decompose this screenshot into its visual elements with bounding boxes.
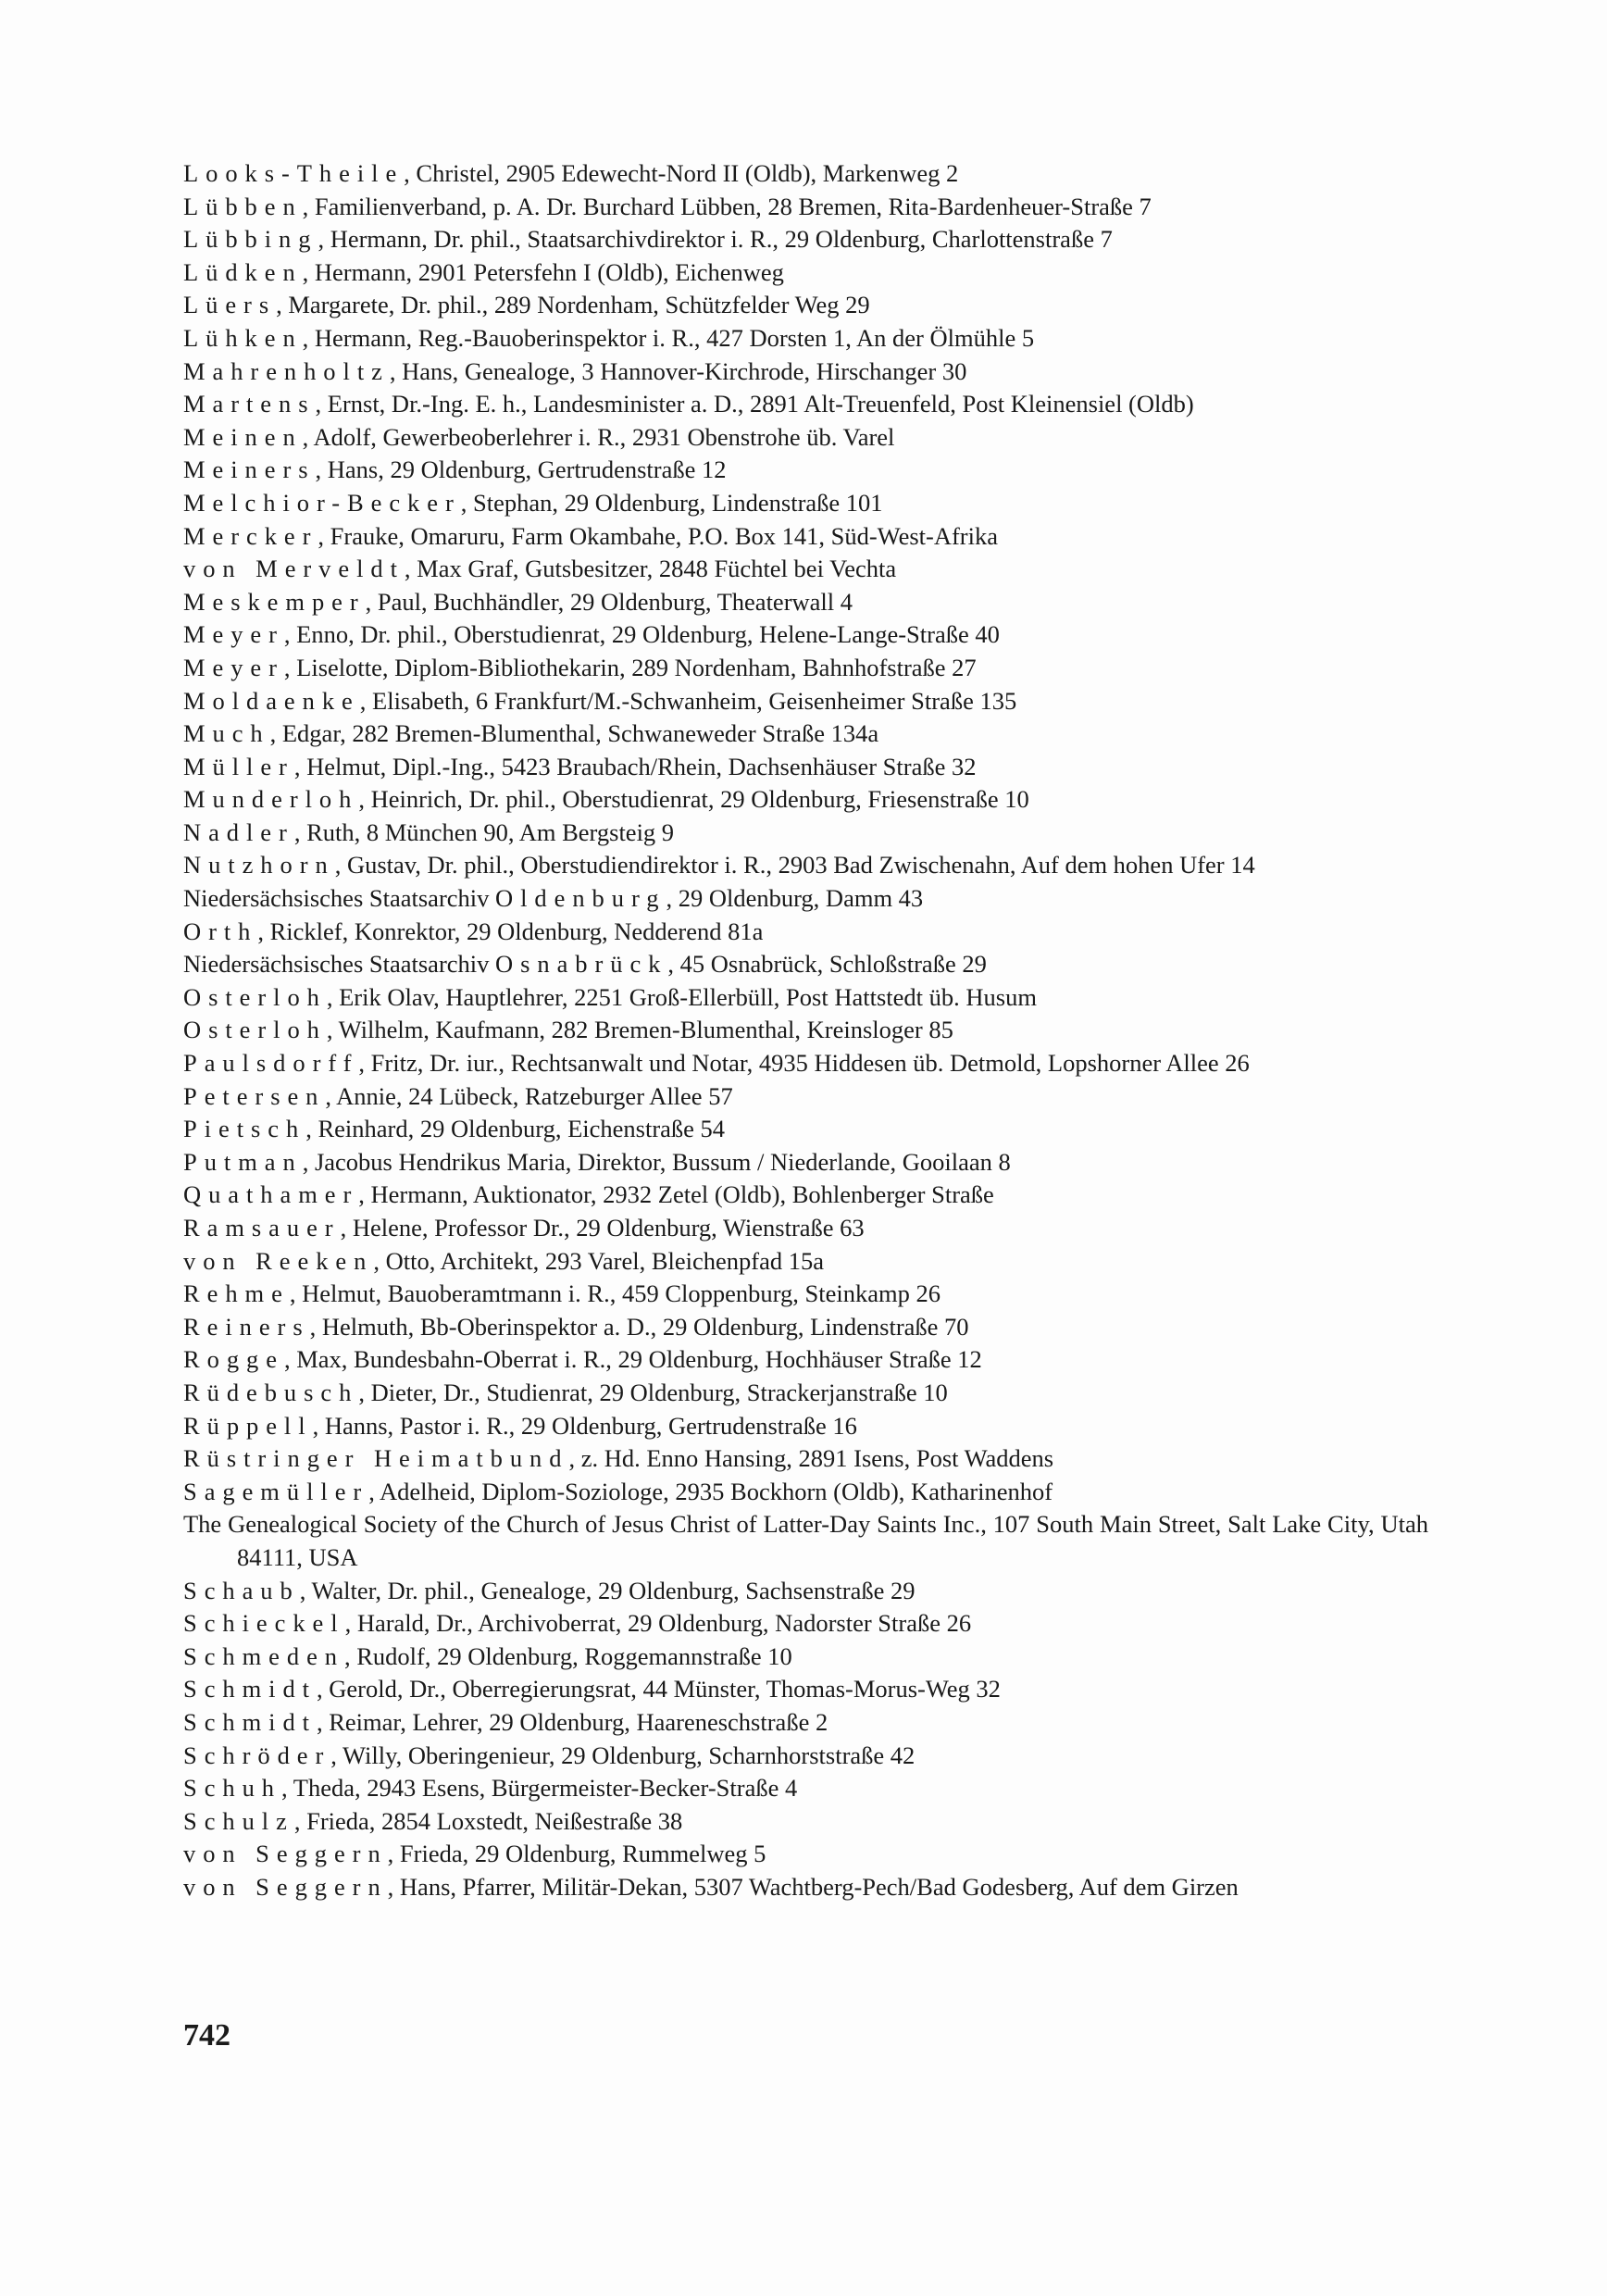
entry-name: Schmeden (183, 1641, 344, 1670)
entry-details: , Fritz, Dr. iur., Rechtsanwalt und Notar, 4935 Hiddesen üb. Detmold, Lopshorner Allee 26 (358, 1049, 1250, 1078)
list-item (183, 421, 1428, 455)
list-item (183, 1740, 1428, 1773)
entry-details: , Reinhard, 29 Oldenburg, Eichenstraße 54 (305, 1115, 726, 1143)
list-item (183, 1113, 1428, 1146)
entry-name: Much (183, 719, 270, 748)
entry-details: , Wilhelm, Kaufmann, 282 Bremen-Blumenthal, Kreinsloger 85 (326, 1016, 953, 1044)
entry-details: , Ernst, Dr.-Ing. E. h., Landesminister a. D., 2891 Alt-Treuenfeld, Post Kleinensiel (Oldb) (315, 390, 1194, 418)
entry-name: Lübben (183, 192, 303, 220)
list-item (183, 388, 1428, 421)
entry-name: Nutzhorn (183, 851, 335, 880)
entry-details: , 29 Oldenburg, Damm 43 (666, 884, 924, 913)
entry-details: , Hermann, Auktionator, 2932 Zetel (Oldb), Bohlenberger Straße (358, 1180, 994, 1209)
list-item (183, 256, 1428, 290)
entry-details: , Hanns, Pastor i. R., 29 Oldenburg, Gertrudenstraße 16 (312, 1411, 857, 1440)
entry-name: Nadler (183, 817, 294, 846)
list-item (183, 1508, 1428, 1574)
entry-name: von Merveldt (183, 555, 405, 583)
list-item (183, 1278, 1428, 1311)
entry-details: , Liselotte, Diplom-Bibliothekarin, 289 Nordenham, Bahnhofstraße 27 (283, 653, 977, 681)
list-item (183, 1706, 1428, 1740)
list-item (183, 1080, 1428, 1114)
entry-name: Meyer (183, 620, 284, 649)
entry-name: Quathamer (183, 1180, 359, 1209)
entry-name: Putman (183, 1147, 303, 1176)
entry-details: , Theda, 2943 Esens, Bürgermeister-Becker-Straße 4 (281, 1774, 798, 1803)
entry-details: , Hermann, Dr. phil., Staatsarchivdirektor i. R., 29 Oldenburg, Charlottenstraße 7 (318, 225, 1113, 254)
entry-details: , Hermann, 2901 Petersfehn I (Oldb), Eichenweg (302, 257, 784, 286)
entry-name: Petersen (183, 1081, 326, 1110)
entry-name: Schieckel (183, 1609, 345, 1638)
entry-name: Mercker (183, 521, 318, 550)
entry-details: , Willy, Oberingenieur, 29 Oldenburg, Scharnhorststraße 42 (330, 1741, 916, 1769)
list-item (183, 586, 1428, 619)
entry-prefix: Niedersächsisches Staatsarchiv (183, 950, 496, 979)
entry-details: , Harald, Dr., Archivoberrat, 29 Oldenburg, Nadorster Straße 26 (344, 1609, 972, 1638)
list-item (183, 618, 1428, 652)
entry-details: , Hans, Genealoge, 3 Hannover-Kirchrode, Hirschanger 30 (389, 356, 967, 385)
list-item (183, 356, 1428, 389)
entry-name: Meyer (183, 653, 284, 681)
entry-name: Lübbing (183, 225, 318, 254)
entry-details: , Ricklef, Konrektor, 29 Oldenburg, Nedderend 81a (257, 917, 764, 945)
entry-details: , Frauke, Omaruru, Farm Okambahe, P.O. Box 141, Süd-West-Afrika (318, 521, 998, 550)
list-item (183, 685, 1428, 718)
list-item (183, 1343, 1428, 1377)
entry-name: Meiners (183, 455, 316, 484)
entry-name: Lüdken (183, 257, 303, 286)
list-item (183, 1047, 1428, 1080)
list-item (183, 487, 1428, 520)
entry-name: Sagemüller (183, 1477, 369, 1505)
entry-details: , Annie, 24 Lübeck, Ratzeburger Allee 57 (325, 1081, 733, 1110)
list-item (183, 1179, 1428, 1212)
list-item (183, 1377, 1428, 1410)
entry-details: , Gustav, Dr. phil., Oberstudiendirektor i. R., 2903 Bad Zwischenahn, Auf dem hohen Ufer 14 (334, 851, 1255, 880)
entry-details: , Adelheid, Diplom-Soziologe, 2935 Bockhorn (Oldb), Katharinenhof (368, 1477, 1053, 1505)
page-number: 742 (183, 2018, 230, 2053)
entry-details: , Jacobus Hendrikus Maria, Direktor, Bussum / Niederlande, Gooilaan 8 (302, 1147, 1011, 1176)
entry-details: , 45 Osnabrück, Schloßstraße 29 (667, 950, 987, 979)
list-item (183, 1772, 1428, 1805)
list-item (183, 718, 1428, 751)
entry-details: , Christel, 2905 Edewecht-Nord II (Oldb), Markenweg 2 (404, 159, 959, 187)
entry-name: Rüstringer Heimatbund (183, 1444, 569, 1473)
list-item (183, 289, 1428, 322)
entry-details: , Max, Bundesbahn-Oberrat i. R., 29 Oldenburg, Hochhäuser Straße 12 (283, 1345, 982, 1374)
entry-details: , Margarete, Dr. phil., 289 Nordenham, Schützfelder Weg 29 (276, 291, 870, 319)
list-item (183, 1311, 1428, 1344)
list-item (183, 1575, 1428, 1608)
list-item (183, 1838, 1428, 1871)
entry-name: Pietsch (183, 1115, 306, 1143)
entry-name: von Seggern (183, 1840, 388, 1868)
entry-name: Meinen (183, 422, 303, 451)
list-item (183, 322, 1428, 356)
list-item (183, 223, 1428, 256)
entry-name: Schröder (183, 1741, 331, 1769)
entry-name: Schmidt (183, 1707, 317, 1736)
entry-name: von Reeken (183, 1246, 374, 1275)
entry-details: , Gerold, Dr., Oberregierungsrat, 44 Münster, Thomas-Morus-Weg 32 (317, 1675, 1001, 1703)
entry-details: , Helene, Professor Dr., 29 Oldenburg, Wienstraße 63 (340, 1214, 865, 1242)
entry-name: von Seggern (183, 1872, 388, 1901)
entry-details: , Frieda, 2854 Loxstedt, Neißestraße 38 (293, 1806, 683, 1835)
entry-details: , Elisabeth, 6 Frankfurt/M.-Schwanheim, Geisenheimer Straße 135 (359, 686, 1017, 715)
list-item (183, 1673, 1428, 1706)
list-item (183, 916, 1428, 949)
list-item (183, 1245, 1428, 1279)
entry-details: , Otto, Architekt, 293 Varel, Bleichenpfad 15a (373, 1246, 825, 1275)
entry-name: Osnabrück (495, 950, 668, 979)
entry-name: Schuh (183, 1774, 281, 1803)
entry-details: , Frieda, 29 Oldenburg, Rummelweg 5 (387, 1840, 766, 1868)
entry-name: Lüers (183, 291, 277, 319)
entry-details: , Max Graf, Gutsbesitzer, 2848 Füchtel bei Vechta (404, 555, 897, 583)
list-item (183, 981, 1428, 1015)
entry-name: Reiners (183, 1312, 310, 1341)
entry-details: , Dieter, Dr., Studienrat, 29 Oldenburg, Strackerjanstraße 10 (358, 1378, 948, 1406)
entry-name: Munderloh (183, 785, 359, 814)
entry-details: , z. Hd. Enno Hansing, 2891 Isens, Post Waddens (568, 1444, 1054, 1473)
entry-name: Martens (183, 390, 316, 418)
entry-name: Oldenburg (495, 884, 666, 913)
entry-details: , Erik Olav, Hauptlehrer, 2251 Groß-Ellerbüll, Post Hattstedt üb. Husum (326, 982, 1037, 1011)
entry-details: , Stephan, 29 Oldenburg, Lindenstraße 101 (460, 488, 883, 517)
list-item (183, 191, 1428, 224)
list-item (183, 553, 1428, 586)
list-item (183, 1476, 1428, 1509)
list-item (183, 1212, 1428, 1245)
list-item (183, 751, 1428, 784)
list-item (183, 849, 1428, 882)
list-item (183, 882, 1428, 916)
entry-details: , Enno, Dr. phil., Oberstudienrat, 29 Oldenburg, Helene-Lange-Straße 40 (283, 620, 1000, 649)
member-list (183, 157, 1428, 1903)
list-item (183, 1146, 1428, 1179)
entry-name: Looks-Theile (183, 159, 405, 187)
entry-details: , Rudolf, 29 Oldenburg, Roggemannstraße 10 (344, 1641, 792, 1670)
entry-name: Rüppell (183, 1411, 313, 1440)
entry-details: , Edgar, 282 Bremen-Blumenthal, Schwaneweder Straße 134a (269, 719, 879, 748)
entry-name: Schaub (183, 1576, 300, 1604)
list-item (183, 1410, 1428, 1443)
entry-details: , Familienverband, p. A. Dr. Burchard Lübben, 28 Bremen, Rita-Bardenheuer-Straße 7 (302, 192, 1152, 220)
list-item (183, 1607, 1428, 1641)
entry-details: , Hermann, Reg.-Bauoberinspektor i. R., 427 Dorsten 1, An der Ölmühle 5 (302, 323, 1035, 352)
entry-name: Rüdebusch (183, 1378, 359, 1406)
entry-details: , Adolf, Gewerbeoberlehrer i. R., 2931 Obenstrohe üb. Varel (302, 422, 895, 451)
entry-name: Schulz (183, 1806, 294, 1835)
entry-details: , Hans, Pfarrer, Militär-Dekan, 5307 Wachtberg-Pech/Bad Godesberg, Auf dem Girzen (387, 1872, 1239, 1901)
entry-name: Paulsdorff (183, 1049, 359, 1078)
entry-details: , Hans, 29 Oldenburg, Gertrudenstraße 12 (315, 455, 727, 484)
list-item (183, 783, 1428, 817)
entry-name: Mahrenholtz (183, 356, 390, 385)
list-item (183, 948, 1428, 981)
list-item (183, 1805, 1428, 1839)
list-item (183, 1014, 1428, 1047)
entry-name: Osterloh (183, 982, 327, 1011)
entry-name: Melchior-Becker (183, 488, 461, 517)
entry-name: Meskemper (183, 587, 366, 616)
entry-prefix: The Genealogical Society of the Church of Jesus Christ of Latter-Day Saints Inc., 107 South Main Street, Salt Lake City, Utah 84111, USA (183, 1510, 1428, 1571)
entry-details: , Paul, Buchhändler, 29 Oldenburg, Theaterwall 4 (365, 587, 853, 616)
list-item (183, 1641, 1428, 1674)
entry-details: , Helmuth, Bb-Oberinspektor a. D., 29 Oldenburg, Lindenstraße 70 (309, 1312, 969, 1341)
entry-name: Ramsauer (183, 1214, 341, 1242)
entry-details: , Helmut, Bauoberamtmann i. R., 459 Cloppenburg, Steinkamp 26 (289, 1279, 941, 1308)
entry-name: Rehme (183, 1279, 290, 1308)
entry-name: Osterloh (183, 1016, 327, 1044)
entry-name: Müller (183, 752, 294, 780)
entry-details: , Heinrich, Dr. phil., Oberstudienrat, 29 Oldenburg, Friesenstraße 10 (358, 785, 1029, 814)
entry-name: Rogge (183, 1345, 284, 1374)
entry-name: Moldaenke (183, 686, 360, 715)
entry-details: , Walter, Dr. phil., Genealoge, 29 Oldenburg, Sachsenstraße 29 (299, 1576, 916, 1604)
entry-details: , Helmut, Dipl.-Ing., 5423 Braubach/Rhein, Dachsenhäuser Straße 32 (293, 752, 977, 780)
list-item (183, 817, 1428, 850)
list-item (183, 454, 1428, 487)
list-item (183, 520, 1428, 554)
entry-details: , Ruth, 8 München 90, Am Bergsteig 9 (293, 817, 675, 846)
entry-name: Lühken (183, 323, 303, 352)
entry-prefix: Niedersächsisches Staatsarchiv (183, 884, 496, 913)
list-item (183, 157, 1428, 191)
list-item (183, 1442, 1428, 1476)
entry-name: Schmidt (183, 1675, 317, 1703)
entry-details: , Reimar, Lehrer, 29 Oldenburg, Haareneschstraße 2 (317, 1707, 828, 1736)
list-item (183, 652, 1428, 685)
entry-name: Orth (183, 917, 258, 945)
list-item (183, 1871, 1428, 1904)
